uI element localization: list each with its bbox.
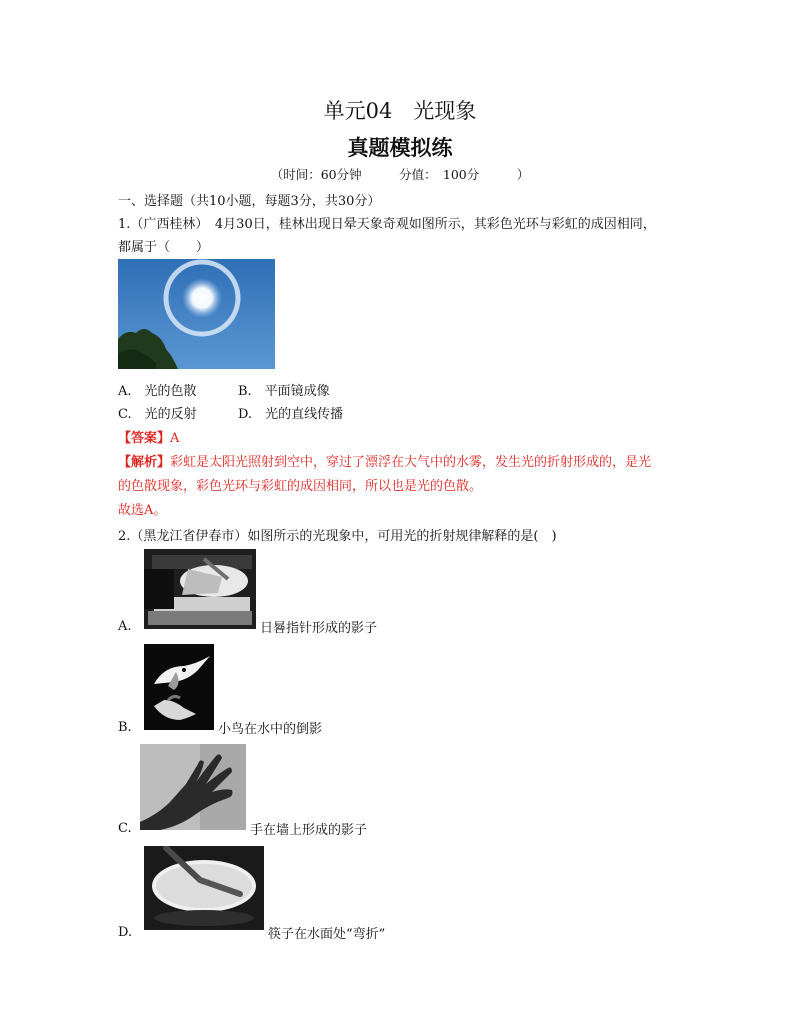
hand-shadow-photo: [140, 744, 246, 830]
q1-stem-line2: 都属于（ ）: [118, 240, 210, 255]
sun-halo-photo: [118, 259, 275, 369]
q1-stem-line1: 1.（广西桂林） 4月30日，桂林出现日晕天象奇观如图所示，其彩色光环与彩虹的成因相同，: [118, 217, 656, 232]
q1-option-d[interactable]: D. 光的直线传播: [238, 407, 344, 422]
q2-option-d-letter[interactable]: D.: [118, 925, 133, 940]
q2-option-b-letter[interactable]: B.: [118, 720, 132, 735]
page-subtitle: 真题模拟练: [347, 135, 453, 160]
q1-option-c[interactable]: C. 光的反射: [118, 407, 197, 422]
q2-option-b-caption: 小鸟在水中的倒影: [218, 722, 323, 737]
q2-option-a-caption: 日晷指针形成的影子: [260, 621, 378, 636]
q1-option-a[interactable]: A. 光的色散: [118, 384, 197, 399]
exam-meta: （时间：60分钟 分值： 100分 ）: [270, 167, 530, 182]
q1-option-b[interactable]: B. 平面镜成像: [238, 384, 330, 399]
bird-reflection-photo: [144, 644, 214, 730]
q2-option-c-letter[interactable]: C.: [118, 821, 132, 836]
chopsticks-photo: [144, 846, 264, 930]
section-heading: 一、选择题（共10小题，每题3分，共30分）: [118, 194, 381, 209]
q1-answer: 【答案】A: [118, 431, 180, 446]
q1-analysis-line1: 【解析】彩虹是太阳光照射到空中，穿过了漂浮在大气中的水雾，发生光的折射形成的，是光: [118, 455, 652, 470]
q1-analysis-line2: 的色散现象，彩色光环与彩虹的成因相同，所以也是光的色散。: [118, 479, 483, 494]
page-title: 单元04 光现象: [323, 99, 477, 123]
q2-option-c-caption: 手在墙上形成的影子: [250, 823, 368, 838]
q2-stem: 2.（黑龙江省伊春市）如图所示的光现象中，可用光的折射规律解释的是( ): [118, 529, 557, 544]
q1-conclusion: 故选A。: [118, 503, 167, 518]
sundial-photo: [144, 549, 256, 629]
q2-option-a-letter[interactable]: A.: [118, 619, 132, 634]
q2-option-d-caption: 筷子在水面处“弯折”: [268, 927, 386, 942]
